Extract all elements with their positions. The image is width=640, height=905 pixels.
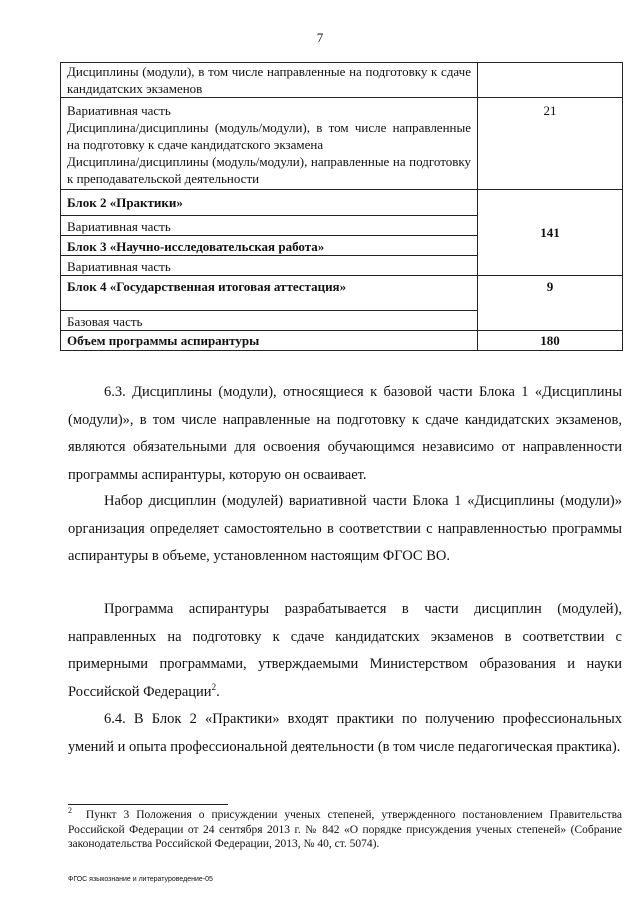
page-footer: ФГОС языкознание и литературоведение-05	[68, 876, 213, 883]
block2-part: Вариативная часть	[61, 216, 478, 236]
paragraph-program	[68, 596, 622, 706]
variative-value: 21	[478, 98, 623, 190]
paragraph-6-4	[68, 706, 622, 761]
footnote	[68, 808, 622, 852]
paragraph-program-end: .	[216, 683, 220, 700]
block2-label: Блок 2 «Практики»	[61, 190, 478, 216]
block3-label: Блок 3 «Научно-исследовательская работа»	[61, 236, 478, 256]
total-value: 180	[478, 331, 623, 351]
block4-label	[61, 276, 478, 311]
block4-part: Базовая часть	[61, 311, 478, 331]
footnote-marker: 2	[68, 806, 72, 816]
paragraph-variative-text: Набор дисциплин (модулей) вариативной части Блока 1 «Дисциплины (модули)» организация определяет самостоятельно в соответствии с направленностью программы аспирантуры в объеме, установленном настоящим ФГОС ВО.	[68, 493, 622, 564]
block4-text: Блок 4 «Государственная итоговая аттестация»	[67, 279, 347, 294]
table-row	[61, 190, 623, 216]
paragraph-program-text: Программа аспирантуры разрабатывается в части дисциплин (модулей), направленных на подготовку к сдаче кандидатских экзаменов в соответствии с примерными программами, утверждаемыми Министерством образования и науки Российской Федерации	[68, 601, 622, 700]
variative-text-1: Дисциплина/дисциплины (модуль/модули), в том числе направленные на подготовку к сдаче кандидатского экзамена	[67, 120, 471, 152]
structure-table	[60, 62, 623, 351]
table-row	[61, 63, 623, 98]
page-number: 7	[316, 30, 324, 45]
table-row	[61, 331, 623, 351]
table-row	[61, 276, 623, 311]
table-row	[61, 98, 623, 190]
variative-label: Вариативная часть	[67, 103, 171, 118]
paragraph-6-3	[68, 379, 622, 489]
paragraph-variative	[68, 488, 622, 571]
blocks23-value: 141	[478, 190, 623, 276]
block4-value: 9	[478, 276, 623, 331]
footnote-ref: 2	[211, 681, 217, 692]
table-cell-empty	[478, 63, 623, 98]
paragraph-6-4-text: 6.4. В Блок 2 «Практики» входят практики по получению профессиональных умений и опыта профессиональной деятельности (в том числе педагогическая практика).	[68, 711, 622, 755]
footnote-divider	[68, 804, 228, 805]
paragraph-6-3-text: 6.3. Дисциплины (модули), относящиеся к базовой части Блока 1 «Дисциплины (модули)», в том числе направленные на подготовку к сдаче кандидатских экзаменов, являются обязательными для освоения обучающимся независимо от направленности программы аспирантуры, которую он осваивает.	[68, 384, 622, 483]
variative-text-2: Дисциплина/дисциплины (модуль/модули), направленные на подготовку к преподавательской деятельности	[67, 154, 471, 186]
table-cell-variative	[61, 98, 478, 190]
block3-part: Вариативная часть	[61, 256, 478, 276]
footnote-text: Пункт 3 Положения о присуждении ученых степеней, утвержденного постановлением Правительства Российской Федерации от 24 сентября 2013 г. № 842 «О порядке присуждения ученых степеней» (Собрание законодательства Российской Федерации, 2013, № 40, ст. 5074).	[68, 809, 623, 850]
total-label: Объем программы аспирантуры	[61, 331, 478, 351]
table-cell-disciplines: Дисциплины (модули), в том числе направленные на подготовку к сдаче кандидатских экзаменов	[61, 63, 478, 98]
